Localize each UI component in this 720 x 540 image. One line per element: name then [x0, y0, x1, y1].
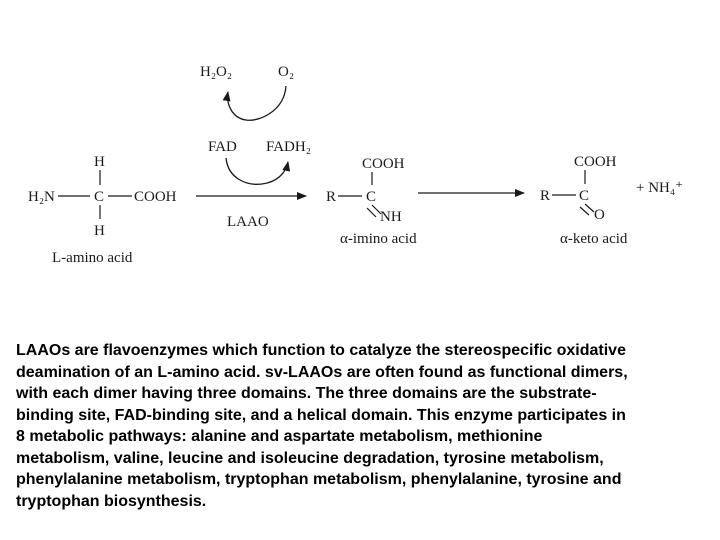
amino-cooh: COOH — [134, 189, 177, 205]
ammonium-label: + NH₄⁺ — [636, 180, 684, 196]
amino-acid-name: L-amino acid — [52, 250, 133, 266]
keto-double-bond-a — [585, 204, 594, 212]
imino-r: R — [326, 189, 337, 205]
caption-text: LAAOs are flavoenzymes which function to catalyze the stereospecific oxidative deamination of an L-amino acid. sv-LAAOs are often found as functional dimers, with each dimer having three domains. The three domains are the substrate- binding site, FAD-binding site, and a helical domain. This enzyme participates in 8 metabolic pathways: alanine and aspartate metabolism, methionine metabolism, valine, leucine and isoleucine degradation, tyrosine metabolism, phenylalanine metabolism, tryptophan metabolism, phenylalanine, tyrosine and tryptophan biosynthesis. — [16, 342, 628, 510]
keto-c: C — [579, 188, 590, 204]
fad-label: FAD — [208, 139, 237, 155]
keto-r: R — [540, 188, 551, 204]
o2-label: O₂ — [278, 64, 295, 80]
keto-double-bond-b — [580, 207, 589, 215]
cycle-arrow-upper — [228, 86, 286, 120]
amino-c: C — [94, 189, 105, 205]
imino-cooh: COOH — [362, 156, 405, 172]
imino-double-bond-b — [367, 208, 376, 217]
imino-c: C — [366, 189, 377, 205]
cycle-arrow-lower — [226, 158, 288, 184]
fadh2-label: FADH₂ — [266, 139, 311, 155]
h2o2-label: H₂O₂ — [200, 64, 233, 80]
amino-h-top: H — [94, 154, 105, 170]
amino-h-bottom: H — [94, 223, 105, 239]
keto-cooh: COOH — [574, 154, 617, 170]
keto-o: O — [594, 207, 605, 223]
amino-h2n: H₂N — [28, 189, 55, 205]
imino-acid-name: α-imino acid — [340, 231, 417, 247]
enzyme-label: LAAO — [227, 214, 269, 230]
imino-nh: NH — [380, 209, 402, 225]
keto-acid-name: α-keto acid — [560, 231, 628, 247]
